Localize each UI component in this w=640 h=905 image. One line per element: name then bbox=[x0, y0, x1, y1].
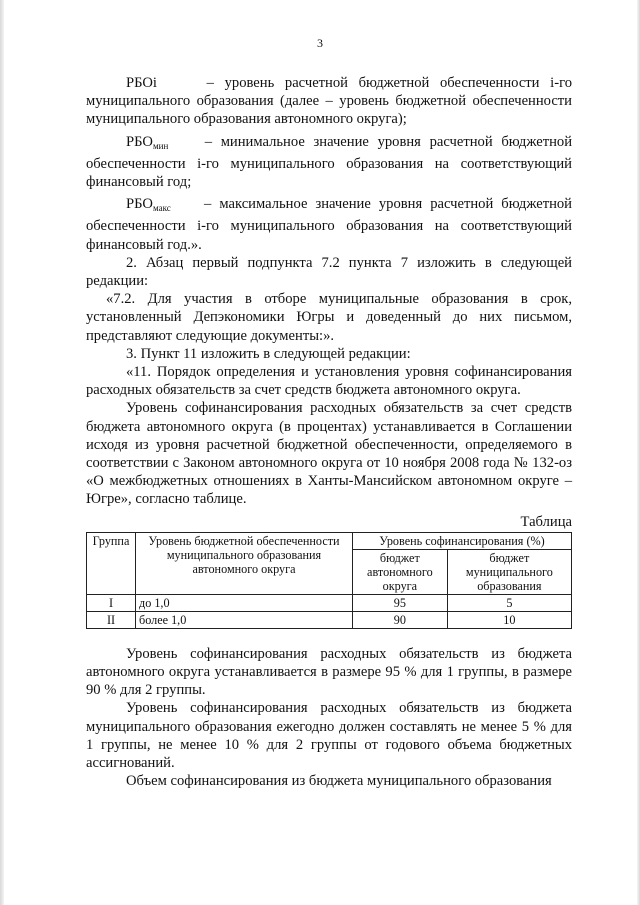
cell-ao: 90 bbox=[353, 611, 448, 628]
cell-mo: 5 bbox=[447, 594, 571, 611]
paragraph: 2. Абзац первый подпункта 7.2 пункта 7 изложить в следующей редакции: bbox=[86, 254, 572, 290]
paragraph: Уровень софинансирования расходных обязательств из бюджета муниципального образования ежегодно должен составлять не менее 5 % для 1 группы, не менее 10 % для 2 группы от годового объема бюджетных ассигнований. bbox=[86, 700, 572, 772]
header-cofinancing: Уровень софинансирования (%) bbox=[353, 532, 572, 549]
table-caption: Таблица bbox=[520, 513, 572, 530]
page-number: 3 bbox=[317, 36, 323, 50]
cell-ao: 95 bbox=[353, 594, 448, 611]
paragraph: Объем софинансирования из бюджета муниципального образования bbox=[126, 773, 552, 790]
header-budget-ao: бюджет автономного округа bbox=[353, 549, 448, 594]
scan-edge-left bbox=[0, 0, 4, 905]
paragraph: «7.2. Для участия в отборе муниципальные образования в срок, установленный Депэкономики Югры и доведенный до них письмом, представляют следующие документы:». bbox=[86, 291, 572, 344]
table-row bbox=[87, 594, 572, 611]
cell-level: до 1,0 bbox=[136, 594, 353, 611]
definition-text: – уровень расчетной бюджетной обеспеченности i-го муниципального образования (далее – уровень бюджетной обеспеченности муниципального образования автономного округа); bbox=[86, 75, 572, 128]
header-budget-mo: бюджет муниципального образования bbox=[447, 549, 571, 594]
definition-text: – минимальное значение уровня расчетной бюджетной обеспеченности i-го муниципального образования на соответствующий финансовый год; bbox=[86, 133, 573, 191]
paragraph: Уровень софинансирования расходных обязательств из бюджета автономного округа устанавливается в размере 95 % для 1 группы, в размере 90 % для 2 группы. bbox=[86, 645, 572, 699]
header-group: Группа bbox=[87, 532, 136, 594]
cell-group: II bbox=[87, 611, 136, 628]
definition-text: – максимальное значение уровня расчетной бюджетной обеспеченности i-го муниципального образования на соответствующий финансовый год.». bbox=[86, 196, 572, 253]
paragraph: «11. Порядок определения и установления уровня софинансирования расходных обязательств за счет средств бюджета автономного округа. bbox=[86, 364, 572, 399]
header-level: Уровень бюджетной обеспеченности муниципального образования автономного округа bbox=[136, 532, 353, 594]
definition-rbo-min bbox=[86, 133, 572, 192]
cell-level: более 1,0 bbox=[136, 611, 353, 628]
definition-rbo-max bbox=[86, 195, 572, 254]
definition-rbo-i bbox=[86, 74, 572, 129]
cell-group: I bbox=[87, 594, 136, 611]
cell-mo: 10 bbox=[447, 611, 571, 628]
term-rbo-max: $РБО_{макс}$ bbox=[126, 196, 171, 214]
document-body bbox=[86, 70, 572, 791]
cofinancing-table bbox=[86, 532, 572, 629]
paragraph: Уровень софинансирования расходных обязательств за счет средств бюджета автономного округа (в процентах) устанавливается в Соглашении исходя из уровня расчетной бюджетной обеспеченности, определяемого в соответствии с Законом автономного округа от 10 ноября 2008 года № 132-оз «О межбюджетных отношениях в Ханты-Мансийском автономном округе – Югре», согласно таблице. bbox=[86, 400, 572, 508]
paragraph: 3. Пункт 11 изложить в следующей редакции: bbox=[126, 345, 411, 362]
term-rbo-min: $РБО_{мин}$ bbox=[126, 133, 169, 151]
table-row bbox=[87, 611, 572, 628]
term-rbo-i: РБОi bbox=[126, 75, 157, 91]
